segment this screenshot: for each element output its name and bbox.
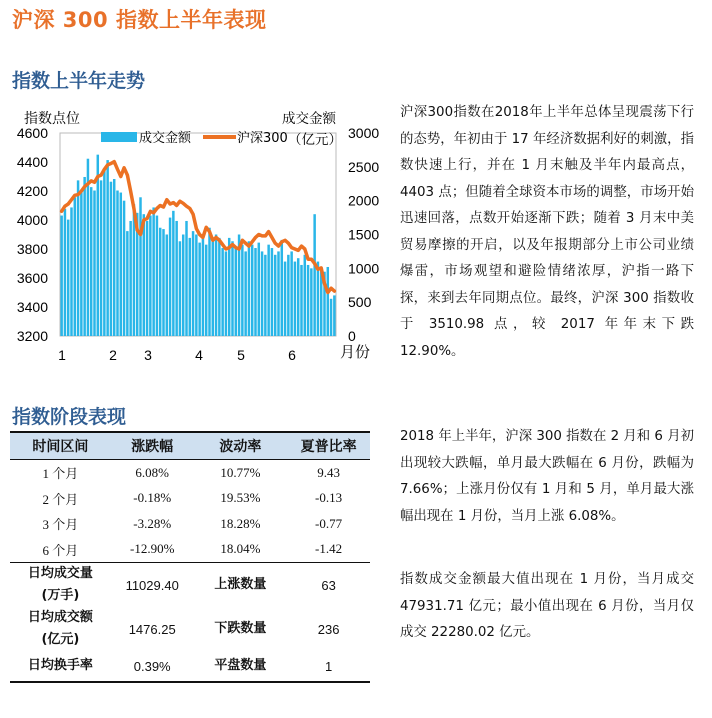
- turnover-bar: [185, 221, 187, 336]
- table-row: [10, 511, 370, 537]
- turnover-bar: [192, 231, 194, 336]
- right-tick-label: 2000: [348, 192, 380, 209]
- month-tick-label: 6: [288, 347, 296, 363]
- turnover-bar: [77, 180, 79, 336]
- turnover-bar: [106, 160, 108, 336]
- turnover-bar: [67, 220, 69, 336]
- turnover-bar: [83, 177, 85, 336]
- turnover-bar: [100, 180, 102, 336]
- turnover-bar: [152, 207, 154, 336]
- turnover-bar: [162, 229, 164, 336]
- stat-label: 日均成交额: [27, 610, 93, 625]
- turnover-bar: [198, 243, 200, 336]
- turnover-bar: [172, 211, 174, 336]
- turnover-bar: [228, 238, 230, 336]
- stat-cell: 63: [287, 563, 370, 608]
- table-row: [10, 460, 370, 486]
- stat-label: 日均成交量: [27, 566, 93, 581]
- turnover-bar: [327, 267, 329, 336]
- right-tick-label: 500: [348, 294, 372, 311]
- turnover-bar: [231, 241, 233, 336]
- turnover-bar: [254, 248, 256, 336]
- turnover-bar: [284, 262, 286, 336]
- turnover-bar: [146, 221, 148, 336]
- table-header-row: [10, 432, 370, 460]
- turnover-bar: [330, 299, 332, 336]
- turnover-bar: [113, 179, 115, 336]
- turnover-bar: [60, 216, 62, 336]
- stat-label-unit: (亿元): [41, 632, 80, 647]
- turnover-bar: [126, 231, 128, 336]
- turnover-bar: [261, 251, 263, 336]
- table-cell: 3 个月: [42, 517, 79, 533]
- turnover-bar: [120, 193, 122, 336]
- left-tick-label: 3800: [16, 241, 48, 257]
- turnover-bar: [139, 197, 141, 336]
- left-tick-label: 3400: [16, 299, 48, 315]
- stat-label: 日均换手率: [27, 658, 93, 673]
- table-row: [10, 537, 370, 563]
- stat-cell: 236: [317, 621, 340, 637]
- right-tick-label: 3000: [348, 125, 380, 141]
- right-axis-ticks: [348, 125, 379, 344]
- header-sharpe: 夏普比率: [287, 432, 370, 460]
- table-cell: 10.77%: [220, 464, 261, 480]
- turnover-bar: [248, 241, 250, 336]
- turnover-bar: [258, 243, 260, 336]
- table-cell: 9.43: [317, 464, 340, 480]
- turnover-bar: [281, 240, 283, 336]
- stat-cell: 平盘数量: [194, 651, 288, 682]
- turnover-bar: [244, 251, 246, 336]
- turnover-bar: [287, 255, 289, 336]
- stat-cell: [10, 563, 111, 608]
- table-cell: -0.77: [315, 515, 343, 531]
- left-tick-label: 4600: [16, 125, 48, 141]
- right-tick-label: 1000: [348, 260, 380, 277]
- table-cell: -12.90%: [129, 541, 175, 557]
- legend-swatch-turnover: [101, 132, 137, 142]
- month-tick-label: 3: [144, 347, 152, 363]
- table-cell: -0.18%: [133, 490, 172, 506]
- table-cell: 18.28%: [220, 515, 261, 531]
- stat-cell: 下跌数量: [214, 621, 267, 636]
- header-period: 时间区间: [10, 432, 111, 460]
- stat-cell: 1: [287, 651, 370, 682]
- month-tick-label: 1: [58, 347, 66, 363]
- table-cell: 1 个月: [42, 466, 79, 482]
- month-tick-label: 5: [237, 347, 245, 363]
- turnover-bar: [310, 268, 312, 336]
- stat-row: [10, 651, 370, 682]
- turnover-bar: [189, 238, 191, 336]
- left-tick-label: 3600: [16, 270, 48, 286]
- x-axis-ticks: [58, 347, 296, 363]
- turnover-bar: [169, 218, 171, 336]
- page-title: 沪深 300 指数上半年表现: [12, 8, 267, 32]
- turnover-bar: [74, 197, 76, 336]
- stage-performance-table: [10, 431, 370, 683]
- stat-cell: 0.39%: [111, 651, 194, 682]
- turnover-bar: [129, 221, 131, 336]
- stat-cell: [10, 651, 111, 682]
- turnover-bar: [166, 235, 168, 337]
- turnover-bar: [235, 248, 237, 336]
- turnover-bar: [156, 216, 158, 336]
- right-axis-title: 成交金额: [282, 111, 336, 127]
- turnover-bar: [205, 245, 207, 336]
- legend-label-hs300: 沪深300: [237, 131, 288, 146]
- turnover-bar: [317, 262, 319, 336]
- turnover-bar: [149, 216, 151, 336]
- turnover-bar: [90, 187, 92, 336]
- turnover-bar: [251, 245, 253, 336]
- turnover-bar: [215, 235, 217, 337]
- left-tick-label: 4000: [16, 212, 48, 228]
- right-axis-unit: （亿元）: [288, 132, 342, 148]
- turnover-bar: [110, 182, 112, 336]
- left-tick-label: 3200: [16, 328, 48, 344]
- right-tick-label: 1500: [348, 226, 380, 243]
- turnover-bar: [179, 241, 181, 336]
- section-title-trend: 指数上半年走势: [12, 70, 146, 92]
- table-cell: 19.53%: [220, 490, 261, 506]
- turnover-bar: [143, 214, 145, 336]
- turnover-bar: [271, 248, 273, 336]
- turnover-bar: [202, 238, 204, 336]
- turnover-bar: [264, 255, 266, 336]
- turnover-bar: [225, 251, 227, 336]
- index-trend-chart: [0, 100, 395, 370]
- table-cell: 18.04%: [220, 541, 261, 557]
- turnover-bar: [64, 209, 66, 336]
- month-tick-label: 4: [195, 347, 203, 363]
- stat-cell: 上涨数量: [194, 563, 288, 608]
- turnover-bar: [175, 221, 177, 336]
- turnover-bar: [241, 245, 243, 336]
- turnover-bar: [277, 251, 279, 336]
- header-volatility: 波动率: [194, 432, 288, 460]
- header-change: 涨跌幅: [111, 432, 194, 460]
- table-row: [10, 486, 370, 512]
- turnover-bar: [267, 245, 269, 336]
- right-tick-label: 2500: [348, 158, 380, 175]
- turnover-bar: [159, 228, 161, 336]
- x-axis-title: 月份: [340, 343, 371, 361]
- turnover-bar: [70, 207, 72, 336]
- right-tick-label: 0: [348, 328, 356, 344]
- turnover-bar: [182, 235, 184, 337]
- turnover-bar: [333, 295, 335, 336]
- turnover-bar: [307, 265, 309, 336]
- left-axis-ticks: [17, 125, 48, 344]
- table-cell: -3.28%: [133, 515, 172, 531]
- table-cell: 6 个月: [42, 542, 79, 558]
- stat-row: [10, 607, 370, 651]
- section-title-stage: 指数阶段表现: [12, 406, 127, 428]
- table-cell: 2 个月: [42, 491, 79, 507]
- turnover-bar: [116, 191, 118, 336]
- turnover-bar: [221, 248, 223, 336]
- table-cell: 6.08%: [135, 464, 169, 480]
- paragraph-monthly-change: 2018 年上半年，沪深 300 指数在 2 月和 6 月初出现较大跌幅，单月最大跌幅在 6 月份，跌幅为 7.66%；上涨月份仅有 1 月和 5 月，单月最大涨幅出现在 1 月份，当月上涨 6.08%。: [400, 429, 694, 524]
- left-tick-label: 4200: [16, 183, 48, 199]
- turnover-bar: [313, 214, 315, 336]
- turnover-bar: [123, 201, 125, 336]
- left-tick-label: 4400: [16, 154, 48, 170]
- stat-label-unit: (万手): [41, 588, 80, 603]
- left-axis-title: 指数点位: [24, 111, 80, 127]
- turnover-bar: [218, 238, 220, 336]
- stat-cell: 11029.40: [111, 563, 194, 608]
- turnover-bar: [274, 255, 276, 336]
- turnover-bar: [297, 258, 299, 336]
- turnover-bar: [294, 262, 296, 336]
- turnover-bar: [212, 241, 214, 336]
- month-tick-label: 2: [109, 347, 117, 363]
- paragraph-turnover: 指数成交金额最大值出现在 1 月份，当月成交 47931.71 亿元；最小值出现在 6 月份，当月仅成交 22280.02 亿元。: [400, 572, 694, 640]
- turnover-bar: [93, 191, 95, 336]
- turnover-bar: [195, 235, 197, 337]
- table-cell: -0.13: [315, 490, 343, 506]
- legend-label-turnover: 成交金额: [139, 131, 192, 146]
- turnover-bar: [300, 265, 302, 336]
- paragraph-trend-summary: 沪深300指数在2018年上半年总体呈现震荡下行的态势，年初由于 17 年经济数据利好的刺激，指数快速上行，并在 1 月末触及半年内最高点，4403 点；但随着全球资本市场的调整，市场开始迅速回落，点数开始逐渐下跌；随着 3 月末中美贸易摩擦的开启，以及年报期部分上市公司业绩爆雷，市场观望和避险情绪浓厚，沪指一路下探，来到去年同期点位。最终，沪深 300 指数收于 3510.98 点，较 2017 年年末下跌 12.90%。: [400, 105, 694, 359]
- turnover-bar: [103, 168, 105, 336]
- turnover-bar: [80, 192, 82, 336]
- turnover-bar: [208, 228, 210, 336]
- stat-cell: 1476.25: [128, 621, 176, 637]
- stat-cell: [10, 607, 111, 651]
- turnover-bar: [97, 155, 99, 336]
- table-cell: -1.42: [315, 541, 343, 557]
- turnover-bar: [304, 255, 306, 336]
- turnover-bar: [290, 251, 292, 336]
- stat-row: [10, 563, 370, 608]
